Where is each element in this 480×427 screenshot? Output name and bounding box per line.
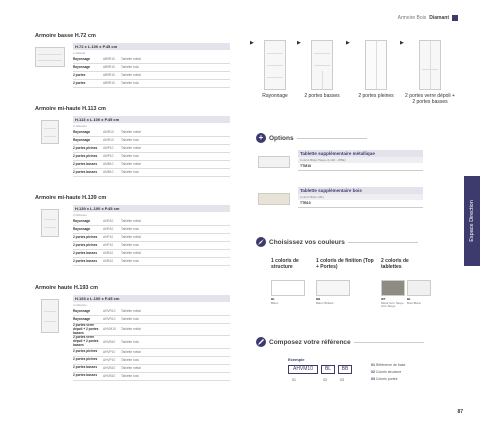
color-column-tablettes: 2 coloris de tablettes [381,258,409,270]
table-row: Rayonnage AHVR10 Tablette métal [73,308,230,316]
arrow-icon: ▶ [346,40,350,46]
ref-legend-item: 01 Référence de base [371,363,406,367]
table-row: 2 portes pleines AMP10 Tablette métal [73,145,230,153]
swatch-label: BL Blanc [271,297,279,305]
table-row: Rayonnage AHR10 Tablette métal [73,218,230,226]
table-row: 2 portes AB9R10 Tablette bois [73,80,230,88]
option-title: Tablette supplémentaire bois [298,187,423,194]
catalog-label: Rayonnage [262,93,288,99]
ref-part-base: AHVM10 [288,365,318,374]
catalog-item-rayonnage[interactable] [250,40,296,99]
pencil-icon [256,337,266,347]
header-prefix: Armoire Bois [397,15,427,21]
section-armoire-mi-haute-139 [35,195,230,266]
ref-part-portes: BB [338,365,352,374]
colors-title: Choisissez vos couleurs [269,238,345,246]
section-title: Armoire basse H.72 cm [35,33,96,39]
side-tab[interactable] [464,176,480,266]
option-code: TTM10 [298,163,423,171]
cabinet-image [35,43,73,88]
shelf-count: 4 tablettes [73,303,87,307]
shelf-count: 1 tablette [73,51,86,55]
option-subtitle: Coloris Blanc (BL) [298,194,423,200]
catalog-label: 2 portes pleines [358,93,394,99]
ref-number: 01 [292,378,296,382]
table-row: 2 portes pleines AHVP10 Tablette bois [73,357,230,365]
shelf-image [258,156,290,168]
side-tab-label: Espace Direction [469,200,475,242]
section-armoire-basse [35,33,230,88]
table-row: 2 portes basses AHB10 Tablette bois [73,258,230,266]
palette-icon [256,237,266,247]
catalog-label: 2 portes basses [304,93,340,99]
table-row: 2 portes pleines AHVP10 Tablette métal [73,349,230,357]
arrow-icon: ▶ [250,40,254,46]
table-row: Rayonnage AHVR10 Tablette bois [73,316,230,324]
table-row: 2 portes pleines AHP10 Tablette bois [73,242,230,250]
section-armoire-mi-haute-113 [35,106,230,177]
section-armoire-haute [35,285,230,381]
cabinet-image [35,295,73,381]
table-row: 2 portes verre dépoli + 2 portes basses AHVB10 Tablette bois [73,336,230,348]
option-item[interactable] [258,187,423,208]
colors-heading [256,237,418,247]
option-subtitle: Coloris Blanc/Taupe (L100 - WBE) [298,157,423,163]
dimension-bar: H.193 x L.100 x P.45 cm [73,295,230,302]
page-header [398,15,458,21]
cabinet-image [35,116,73,177]
table-row: 2 portes AB9R10 Tablette métal [73,72,230,80]
section-title: Armoire mi-haute H.113 cm [35,106,106,112]
table-row: 2 portes verre dépoli + 2 portes basses AHVM10 Tablette métal [73,324,230,336]
color-swatch[interactable] [381,280,405,296]
arrow-icon: ▶ [297,40,301,46]
dimension-bar: H.113 x L.100 x P.45 cm [73,116,230,123]
section-title: Armoire mi-haute H.139 cm [35,195,107,201]
reference-heading [256,337,424,347]
table-row: Rayonnage AB9R10 Tablette métal [73,56,230,64]
options-title: Options [269,134,294,142]
table-row: Rayonnage AHR10 Tablette bois [73,226,230,234]
ref-legend-item: 02 Coloris structure [371,370,402,374]
color-swatch[interactable] [407,280,431,296]
dimension-bar: H.72 x L.100 x P.45 cm [73,43,230,50]
ref-part-structure: BL [321,365,335,374]
catalog-label: 2 portes verre dépoli + 2 portes basses [405,93,455,105]
shelf-image [258,193,290,205]
ref-number: 03 [340,378,344,382]
reference-example-label: Exemple [288,357,305,362]
shelf-count: 2 tablettes [73,124,87,128]
swatch-label: WT Métal Gris Taupe Gris Taupe [381,297,404,309]
table-row: 2 portes pleines AHP10 Tablette métal [73,234,230,242]
swatch-label: BB Blanc Brillant [316,297,334,305]
color-swatch[interactable] [271,280,305,296]
table-row: 2 portes basses AHVB10 Tablette bois [73,373,230,381]
option-title: Tablette supplémentaire métallique [298,150,423,157]
table-row: Rayonnage AB9R10 Tablette bois [73,64,230,72]
catalog-item-verre-depoli[interactable] [400,40,456,105]
table-row: 2 portes basses AMB10 Tablette bois [73,169,230,177]
table-row: 2 portes basses AMB10 Tablette métal [73,161,230,169]
swatch-label: BL Bois Blanc [407,297,422,305]
option-code: TTB10 [298,200,423,208]
dimension-bar: H.139 x L.100 x P.45 cm [73,205,230,212]
color-column-structure: 1 coloris de structure [271,258,299,270]
ref-number: 02 [323,378,327,382]
catalog-item-portes-pleines[interactable] [346,40,402,99]
section-title: Armoire haute H.193 cm [35,285,98,291]
arrow-icon: ▶ [400,40,404,46]
option-item[interactable] [258,150,423,171]
table-row: Rayonnage AMR10 Tablette bois [73,137,230,145]
ref-legend-item: 03 Coloris portes [371,377,398,381]
table-row: 2 portes basses AHVB10 Tablette métal [73,365,230,373]
table-row: 2 portes basses AHB10 Tablette métal [73,250,230,258]
options-heading [256,133,367,143]
color-swatch[interactable] [316,280,350,296]
cabinet-image [35,205,73,266]
brand-square-icon [452,15,458,21]
table-row: 2 portes pleines AMP10 Tablette bois [73,153,230,161]
plus-icon: + [256,133,266,143]
table-row: Rayonnage AMR10 Tablette métal [73,129,230,137]
header-brand: Diamant [429,15,449,21]
shelf-count: 3 tablettes [73,213,87,217]
catalog-item-portes-basses[interactable] [297,40,343,99]
color-column-finition: 1 coloris de finition (Top + Portes) [316,258,374,270]
page-number: 87 [457,409,463,415]
reference-title: Composez votre référence [269,338,351,346]
